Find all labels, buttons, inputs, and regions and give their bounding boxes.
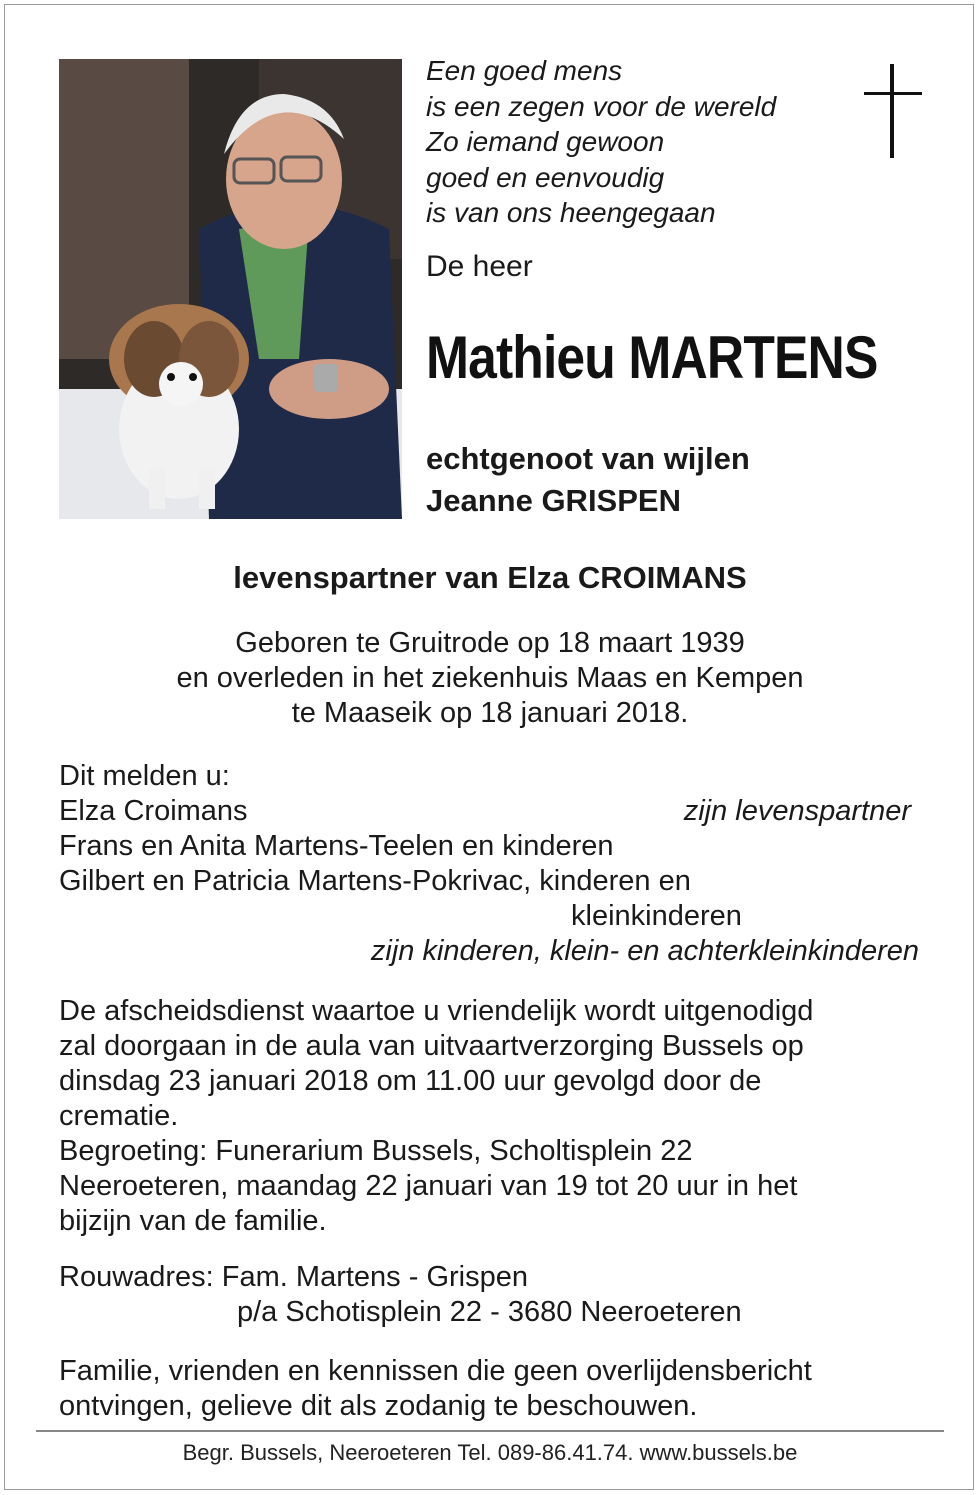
service-line: crematie. <box>59 1100 179 1132</box>
footer-credit: Begr. Bussels, Neeroeteren Tel. 089-86.41.74. www.bussels.be <box>182 1440 798 1465</box>
announcer-name: Elza Croimans <box>59 795 248 827</box>
announcer-relation: zijn kinderen, klein- en achterkleinkinderen <box>370 935 919 967</box>
spouse-info <box>426 438 750 522</box>
portrait-photo <box>59 59 402 519</box>
service-line: zal doorgaan in de aula van uitvaartverzorging Bussels op <box>59 1030 804 1062</box>
service-details <box>59 994 939 1239</box>
service-line: Neeroeteren, maandag 22 januari van 19 tot 20 uur in het <box>59 1170 798 1202</box>
born-line: te Maaseik op 18 januari 2018. <box>291 697 689 729</box>
service-line: dinsdag 23 januari 2018 om 11.00 uur gevolgd door de <box>59 1065 762 1097</box>
spouse-line: echtgenoot van wijlen <box>426 441 750 476</box>
born-line: en overleden in het ziekenhuis Maas en Kempen <box>176 662 804 694</box>
address-line: p/a Schotisplein 22 - 3680 Neeroeteren <box>237 1296 742 1328</box>
list-item <box>59 794 919 829</box>
announce-intro: Dit melden u: <box>59 760 230 792</box>
mourning-address <box>59 1260 742 1330</box>
poem-verse <box>426 53 776 231</box>
closing-note <box>59 1354 812 1424</box>
salutation: De heer <box>426 250 533 283</box>
cross-icon <box>864 64 922 158</box>
born-line: Geboren te Gruitrode op 18 maart 1939 <box>235 627 745 659</box>
closing-line: Familie, vrienden en kennissen die geen overlijdensbericht <box>59 1355 812 1387</box>
announcer-relation: zijn levenspartner <box>683 795 911 827</box>
service-line: bijzijn van de familie. <box>59 1205 327 1237</box>
verse-line: is een zegen voor de wereld <box>426 90 777 122</box>
spouse-name: Jeanne GRISPEN <box>426 483 681 518</box>
verse-line: goed en eenvoudig <box>426 161 665 193</box>
announcers-list <box>59 759 919 969</box>
verse-line: Zo iemand gewoon <box>426 126 665 157</box>
closing-line: ontvingen, gelieve dit als zodanig te beschouwen. <box>59 1390 698 1422</box>
verse-line: Een goed mens <box>426 55 623 86</box>
service-line: Begroeting: Funerarium Bussels, Scholtisplein 22 <box>59 1135 693 1167</box>
birth-death-info <box>0 626 980 731</box>
address-line: Rouwadres: Fam. Martens - Grispen <box>59 1261 528 1293</box>
deceased-name: Mathieu MARTENS <box>426 324 878 391</box>
list-item: Gilbert en Patricia Martens-Pokrivac, kinderen en <box>59 865 691 897</box>
service-line: De afscheidsdienst waartoe u vriendelijk wordt uitgenodigd <box>59 995 814 1027</box>
partner-info: levenspartner van Elza CROIMANS <box>233 560 747 595</box>
divider <box>36 1430 944 1432</box>
list-item-continued: kleinkinderen <box>571 900 742 932</box>
verse-line: is van ons heengegaan <box>426 197 716 228</box>
list-item: Frans en Anita Martens-Teelen en kinderen <box>59 830 614 862</box>
